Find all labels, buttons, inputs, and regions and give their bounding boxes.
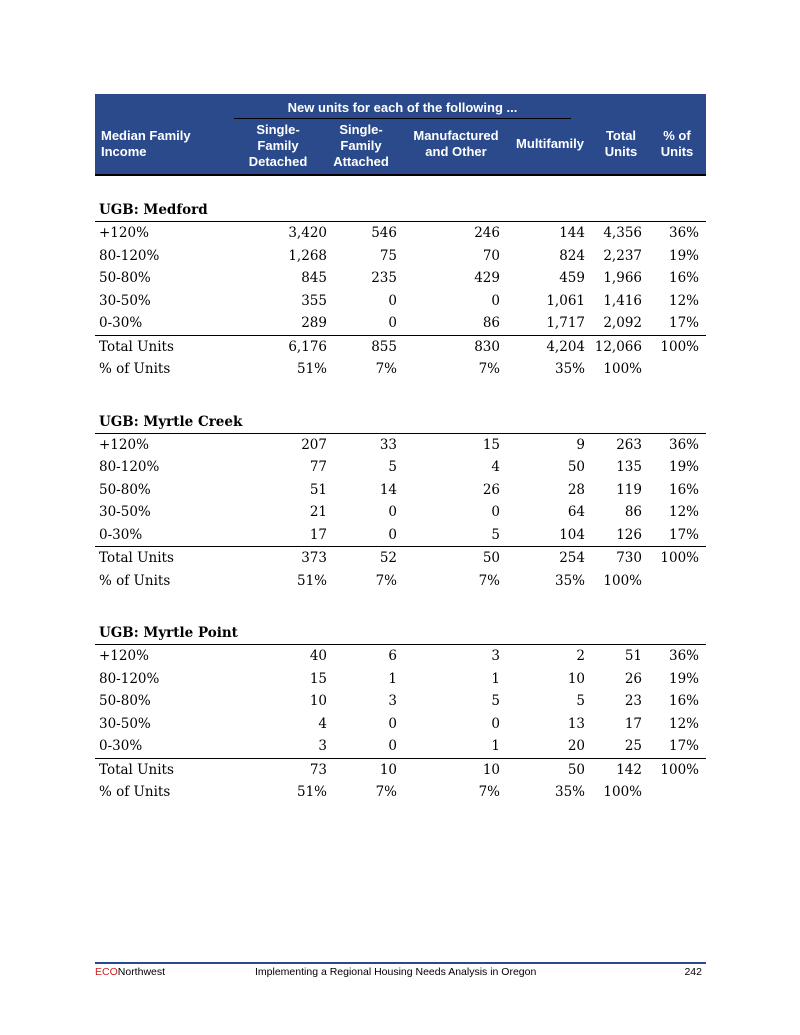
row-label: % of Units — [99, 361, 171, 377]
ugb-section — [95, 623, 706, 804]
ugb-section — [95, 412, 706, 593]
cell-value: 100% — [660, 761, 699, 778]
cell-value: 10 — [482, 761, 500, 778]
cell-value: 1,416 — [603, 292, 642, 309]
cell-value: 263 — [616, 436, 642, 453]
cell-value: 824 — [559, 247, 585, 264]
cell-value: 373 — [301, 550, 327, 566]
cell-value: 246 — [474, 225, 500, 241]
row-label: Total Units — [99, 550, 174, 566]
cell-value: 10 — [309, 693, 327, 709]
cell-value: 0 — [491, 292, 500, 309]
table-row — [95, 735, 706, 758]
cell-value: 15 — [309, 670, 327, 687]
cell-value: 5 — [491, 526, 500, 543]
table-row — [95, 245, 706, 268]
cell-value: 50 — [482, 550, 500, 566]
table-row — [95, 433, 706, 457]
table-body — [95, 200, 706, 804]
section-title: UGB: Myrtle Creek — [99, 413, 243, 430]
cell-value: 17 — [309, 526, 327, 543]
cell-value: 1,717 — [546, 315, 585, 331]
cell-value: 3 — [388, 693, 397, 709]
cell-value: 35% — [554, 784, 585, 800]
table-row — [95, 456, 706, 479]
cell-value: 1 — [388, 670, 397, 687]
cell-value: 36% — [668, 648, 699, 664]
cell-value: 15 — [482, 436, 500, 453]
table-row — [95, 501, 706, 524]
table-row — [95, 524, 706, 547]
table-row — [95, 668, 706, 691]
cell-value: 7% — [375, 784, 397, 800]
cell-value: 51 — [309, 481, 327, 498]
cell-value: 17% — [668, 526, 699, 543]
row-label: 50-80% — [99, 270, 151, 286]
row-label: 0-30% — [99, 315, 143, 331]
row-label: Total Units — [99, 761, 174, 778]
cell-value: 86 — [624, 504, 642, 520]
percent-row — [95, 358, 706, 381]
cell-value: 2,092 — [603, 315, 642, 331]
cell-value: 355 — [301, 292, 327, 309]
cell-value: 16% — [668, 693, 699, 709]
cell-value: 5 — [491, 693, 500, 709]
header-single-family-attached: Single- Family Attached — [333, 122, 389, 169]
cell-value: 12% — [668, 504, 699, 520]
cell-value: 2,237 — [603, 247, 642, 264]
cell-value: 7% — [375, 361, 397, 377]
cell-value: 10 — [379, 761, 397, 778]
row-label: 30-50% — [99, 292, 151, 309]
cell-value: 35% — [554, 361, 585, 377]
cell-value: 12,066 — [594, 338, 642, 355]
cell-value: 26 — [482, 481, 500, 498]
row-label: 30-50% — [99, 504, 151, 520]
total-row — [95, 546, 706, 570]
percent-row — [95, 570, 706, 593]
cell-value: 429 — [474, 270, 500, 286]
cell-value: 12% — [668, 715, 699, 732]
cell-value: 17 — [624, 715, 642, 732]
row-label: 0-30% — [99, 526, 143, 543]
cell-value: 1,966 — [603, 270, 642, 286]
cell-value: 51 — [624, 648, 642, 664]
cell-value: 40 — [309, 648, 327, 664]
cell-value: 51% — [296, 361, 327, 377]
ugb-section — [95, 200, 706, 381]
cell-value: 119 — [616, 481, 642, 498]
percent-row — [95, 781, 706, 804]
cell-value: 17% — [668, 315, 699, 331]
table-row — [95, 267, 706, 290]
span-header-title: New units for each of the following ... — [287, 100, 518, 115]
cell-value: 19% — [668, 247, 699, 264]
cell-value: 144 — [559, 225, 585, 241]
cell-value: 1 — [491, 738, 500, 754]
cell-value: 23 — [624, 693, 642, 709]
cell-value: 0 — [491, 504, 500, 520]
cell-value: 50 — [567, 459, 585, 475]
cell-value: 289 — [301, 315, 327, 331]
cell-value: 100% — [603, 784, 642, 800]
table-row — [95, 690, 706, 713]
total-row — [95, 335, 706, 359]
cell-value: 855 — [371, 338, 397, 355]
section-title: UGB: Myrtle Point — [99, 625, 238, 641]
cell-value: 459 — [559, 270, 585, 286]
cell-value: 0 — [388, 715, 397, 732]
cell-value: 7% — [478, 572, 500, 589]
row-label: +120% — [99, 225, 149, 241]
row-label: Total Units — [99, 338, 174, 355]
cell-value: 9 — [576, 436, 585, 453]
header-median-family-income: Median Family Income — [101, 128, 191, 159]
cell-value: 75 — [379, 247, 397, 264]
page-number: 242 — [684, 966, 702, 978]
cell-value: 16% — [668, 481, 699, 498]
cell-value: 5 — [388, 459, 397, 475]
table-row — [95, 713, 706, 736]
cell-value: 6,176 — [288, 338, 327, 355]
cell-value: 10 — [567, 670, 585, 687]
cell-value: 5 — [576, 693, 585, 709]
cell-value: 1,268 — [288, 247, 327, 264]
cell-value: 7% — [478, 361, 500, 377]
row-label: 80-120% — [99, 670, 160, 687]
header-total-units: Total Units — [604, 128, 638, 159]
row-label: 80-120% — [99, 459, 160, 475]
cell-value: 73 — [309, 761, 327, 778]
cell-value: 1 — [491, 670, 500, 687]
cell-value: 50 — [567, 761, 585, 778]
cell-value: 77 — [309, 459, 327, 475]
cell-value: 142 — [616, 761, 642, 778]
cell-value: 0 — [491, 715, 500, 732]
cell-value: 3,420 — [288, 225, 327, 241]
cell-value: 0 — [388, 526, 397, 543]
cell-value: 36% — [668, 225, 699, 241]
cell-value: 2 — [576, 648, 585, 664]
cell-value: 35% — [554, 572, 585, 589]
cell-value: 51% — [296, 784, 327, 800]
cell-value: 19% — [668, 670, 699, 687]
cell-value: 36% — [668, 436, 699, 453]
cell-value: 21 — [309, 504, 327, 520]
cell-value: 12% — [668, 292, 699, 309]
cell-value: 0 — [388, 315, 397, 331]
table-row — [95, 479, 706, 502]
cell-value: 845 — [301, 270, 327, 286]
cell-value: 546 — [371, 225, 397, 241]
header-manufactured-and-other: Manufactured and Other — [413, 128, 499, 159]
cell-value: 3 — [491, 648, 500, 664]
cell-value: 4 — [318, 715, 327, 732]
cell-value: 100% — [660, 550, 699, 566]
page-footer — [95, 962, 706, 982]
cell-value: 1,061 — [546, 292, 585, 309]
table-row — [95, 644, 706, 668]
table-row — [95, 290, 706, 313]
cell-value: 0 — [388, 738, 397, 754]
cell-value: 25 — [624, 738, 642, 754]
footer-brand: ECONorthwest — [95, 966, 166, 978]
cell-value: 135 — [616, 459, 642, 475]
cell-value: 70 — [482, 247, 500, 264]
table-row — [95, 312, 706, 335]
footer-title: Implementing a Regional Housing Needs Analysis in Oregon — [255, 966, 537, 978]
row-label: 30-50% — [99, 715, 151, 732]
header-multifamily: Multifamily — [516, 136, 584, 151]
total-row — [95, 758, 706, 782]
cell-value: 86 — [482, 315, 500, 331]
cell-value: 100% — [603, 572, 642, 589]
cell-value: 16% — [668, 270, 699, 286]
row-label: % of Units — [99, 572, 171, 589]
cell-value: 20 — [567, 738, 585, 754]
cell-value: 0 — [388, 292, 397, 309]
row-label: 80-120% — [99, 247, 160, 264]
row-label: +120% — [99, 648, 149, 664]
cell-value: 52 — [379, 550, 397, 566]
table-header — [95, 94, 706, 176]
cell-value: 64 — [567, 504, 585, 520]
cell-value: 17% — [668, 738, 699, 754]
section-title: UGB: Medford — [99, 202, 208, 218]
cell-value: 235 — [371, 270, 397, 286]
cell-value: 0 — [388, 504, 397, 520]
span-header-rule — [234, 118, 571, 119]
cell-value: 13 — [567, 715, 585, 732]
row-label: 0-30% — [99, 738, 143, 754]
cell-value: 28 — [567, 481, 585, 498]
cell-value: 4,356 — [603, 225, 642, 241]
cell-value: 4,204 — [546, 338, 585, 355]
table-row — [95, 221, 706, 245]
cell-value: 830 — [474, 338, 500, 355]
cell-value: 126 — [616, 526, 642, 543]
cell-value: 4 — [491, 459, 500, 475]
cell-value: 26 — [624, 670, 642, 687]
cell-value: 100% — [660, 338, 699, 355]
row-label: 50-80% — [99, 481, 151, 498]
row-label: 50-80% — [99, 693, 151, 709]
cell-value: 33 — [379, 436, 397, 453]
cell-value: 104 — [559, 526, 585, 543]
header-percent-of-units: % of Units — [660, 128, 694, 159]
cell-value: 3 — [318, 738, 327, 754]
cell-value: 14 — [379, 481, 397, 498]
cell-value: 254 — [559, 550, 585, 566]
row-label: +120% — [99, 436, 149, 453]
cell-value: 6 — [388, 648, 397, 664]
cell-value: 19% — [668, 459, 699, 475]
cell-value: 51% — [296, 572, 327, 589]
cell-value: 7% — [478, 784, 500, 800]
cell-value: 730 — [616, 550, 642, 566]
row-label: % of Units — [99, 784, 171, 800]
cell-value: 7% — [375, 572, 397, 589]
housing-units-table — [95, 94, 706, 804]
header-single-family-detached: Single- Family Detached — [248, 122, 308, 169]
cell-value: 207 — [301, 436, 327, 453]
cell-value: 100% — [603, 361, 642, 377]
